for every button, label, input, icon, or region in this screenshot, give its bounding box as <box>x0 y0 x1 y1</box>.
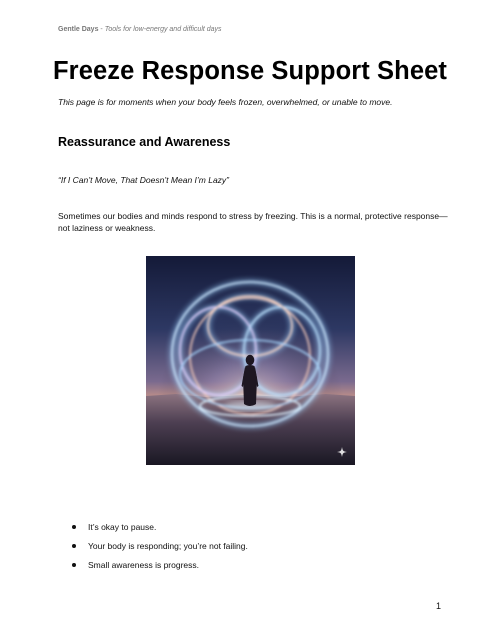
section-paragraph: Sometimes our bodies and minds respond to stress by freezing. This is a normal, protective response—not laziness or weakness. <box>58 211 448 233</box>
bullet-text: Small awareness is progress. <box>88 560 200 570</box>
section-heading: Reassurance and Awareness <box>58 135 231 149</box>
bullet-dot-icon <box>72 544 76 548</box>
illustration-figure-with-light-rings <box>146 256 355 465</box>
header-separator: - <box>98 26 105 33</box>
header-brand: Gentle Days <box>58 26 99 33</box>
list-item <box>58 559 248 578</box>
section-quote: “If I Can’t Move, That Doesn’t Mean I’m Lazy” <box>58 175 230 185</box>
bullet-dot-icon <box>72 563 76 567</box>
bullet-text: It’s okay to pause. <box>88 522 157 532</box>
page-header <box>58 26 222 33</box>
page-number: 1 <box>436 601 442 611</box>
bullet-list <box>58 521 248 578</box>
bullet-text: Your body is responding; you’re not failing. <box>88 541 248 551</box>
page-subtitle: This page is for moments when your body feels frozen, overwhelmed, or unable to move. <box>58 97 393 107</box>
list-item <box>58 521 248 540</box>
bullet-dot-icon <box>72 525 76 529</box>
header-tagline: Tools for low-energy and difficult days <box>104 26 222 33</box>
page-title: Freeze Response Support Sheet <box>53 57 447 85</box>
list-item <box>58 540 248 559</box>
